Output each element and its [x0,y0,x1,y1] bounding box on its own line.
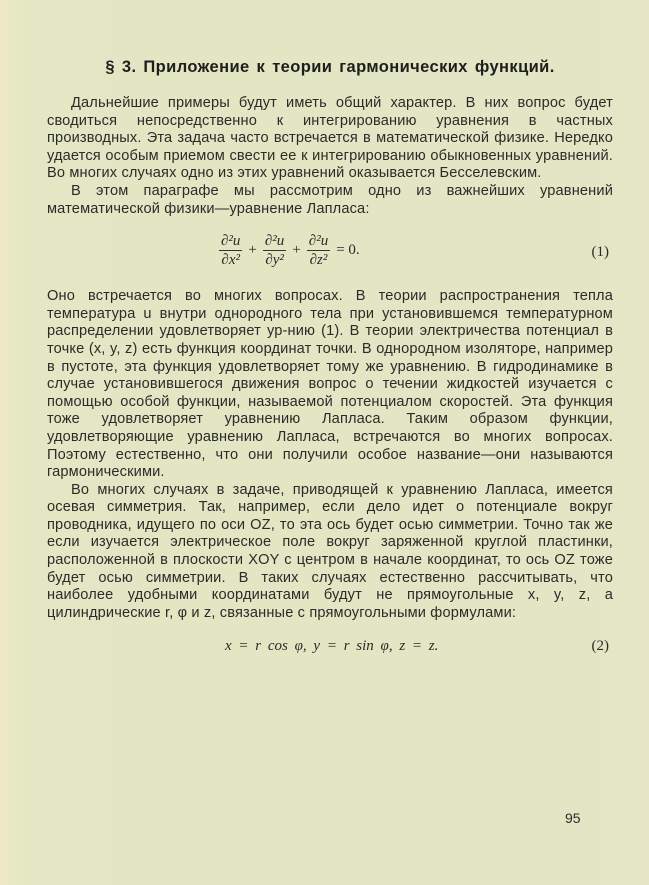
fraction-y [263,232,286,269]
plus-sign: + [292,242,301,259]
equation-cylindrical [47,636,613,662]
fraction-x [219,232,242,269]
denominator: ∂y² [265,252,284,269]
page-number: 95 [565,810,581,826]
paragraph-laplace-intro: В этом параграфе мы рассмотрим одно из важнейших уравнений математической физики—уравнение Лапласа: [47,182,613,217]
numerator: ∂²u [264,233,285,250]
plus-sign: + [248,242,257,259]
equals-zero: = 0. [336,242,360,259]
numerator: ∂²u [308,233,329,250]
equation-number: (1) [591,244,609,261]
equation-laplace [47,228,613,280]
paragraph-applications: Оно встречается во многих вопросах. В теории распространения тепла температура u внутри однородного тела при установившемся температурном распределении удовлетворяет ур-нию (1). В теории электричества потенциал в точке (x, y, z) есть функция координат точки. В однородном изоляторе, например в пустоте, эта функция удовлетворяет тому же уравнению. В гидродинамике в случае установившегося движения вопрос о течении жидкостей изучается с помощью особой функции, называемой потенциалом скоростей. Эта функция тоже удовлетворяет уравнению Лапласа. Таким образом функции, удовлетворяющие уравнению Лапласа, встречаются во многих вопросах. Поэтому естественно, что они получили особое название—они называются гармоническими. [47,288,613,481]
book-page [47,58,613,662]
paragraph-axial-symmetry: Во многих случаях в задаче, приводящей к уравнению Лапласа, имеется осевая симметрия. Так, например, если дело идет о потенциале вокруг проводника, идущего по оси OZ, то эта ось будет осью симметрии. Точно так же если изучается электрическое поле вокруг заряженной круглой пластинки, расположенной в плоскости XOY с центром в начале координат, то ось OZ тоже будет осью симметрии. В таких случаях естественно рассчитывать, что наиболее удобными координатами будут не прямоугольные x, y, z, а цилиндрические r, φ и z, связанные с прямоугольными формулами: [47,481,613,621]
denominator: ∂x² [221,252,240,269]
cylindrical-formula: x = r cos φ, y = r sin φ, z = z. [225,638,439,655]
denominator: ∂z² [309,252,328,269]
numerator: ∂²u [221,233,241,250]
fraction-z [307,232,330,269]
section-title: § 3. Приложение к теории гармонических функций. [105,58,555,76]
laplace-formula [217,232,364,269]
equation-number: (2) [591,638,609,655]
paragraph-intro: Дальнейшие примеры будут иметь общий характер. В них вопрос будет сводиться непосредственно к интегрированию уравнения в частных производных. Эта задача часто встречается в математической физике. Нередко удается особым приемом свести ее к интегрированию обыкновенных уравнений. Во многих случаях одно из этих уравнений оказывается Бесселевским. [47,95,613,182]
